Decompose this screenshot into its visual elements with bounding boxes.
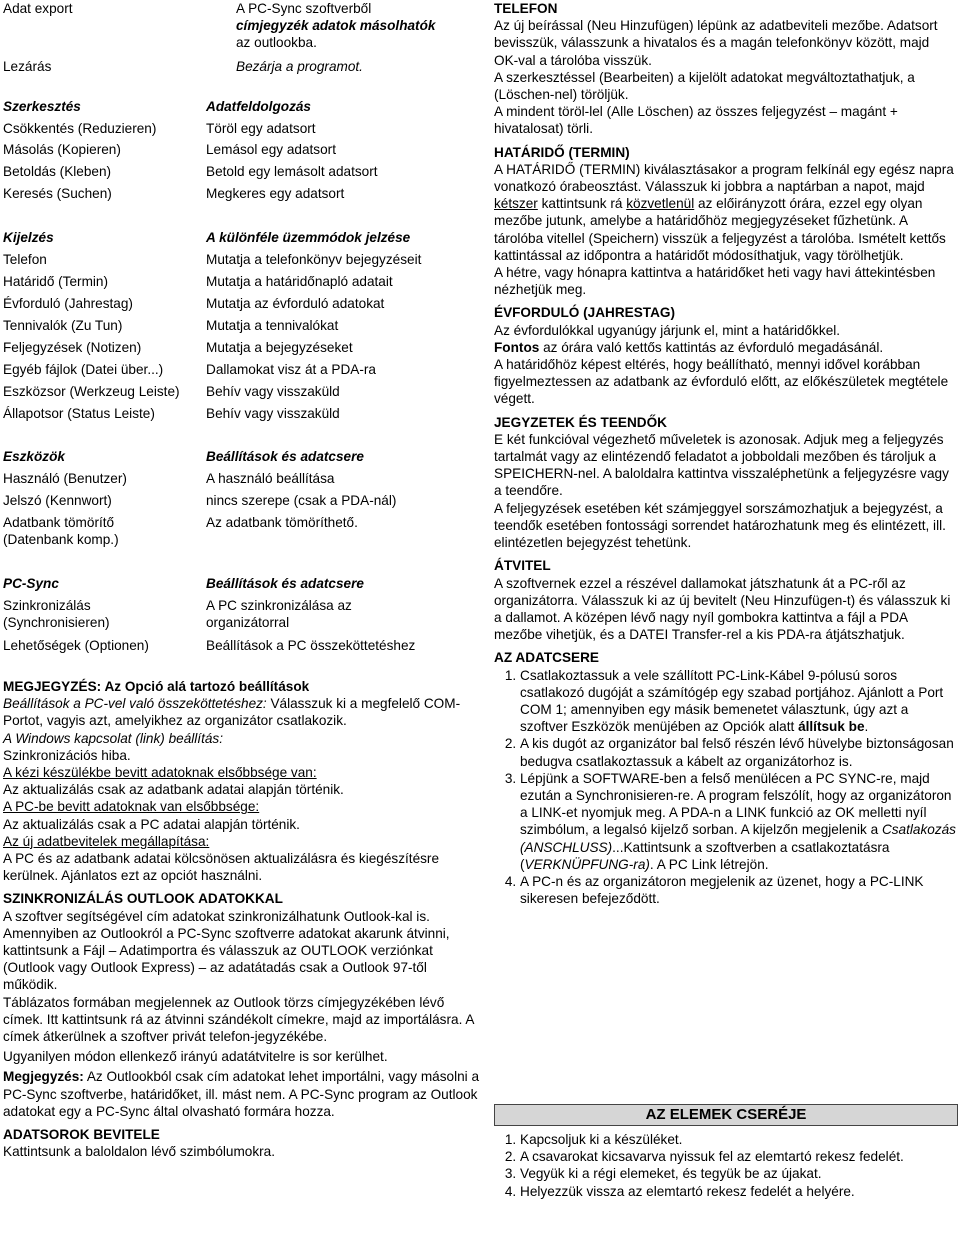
jegyzetek-heading: JEGYZETEK ÉS TEENDŐK: [494, 414, 667, 430]
note-text: Szinkronizációs hiba.: [3, 747, 131, 763]
note-text: A PC és az adatbank adatai kölcsönösen aktualizálásra és kiegészítésre kerülnek. Ajánlatos ezt az opciót használni.: [3, 851, 440, 884]
s2-row-label: Határidő (Termin): [3, 274, 108, 289]
note-text: Az aktualizálás csak a PC adatai alapján történik.: [3, 816, 300, 832]
s2-row-desc: Mutatja a határidőnapló adatait: [206, 274, 393, 289]
note-block: [3, 678, 483, 1160]
telefon-paragraph: Az új beírással (Neu Hinzufügen) lépünk az adatbeviteli mezőbe. Adatsort bevisszük, válasszunk a hivatalos és a magán telefonkönyv között, majd OK-val a tárolóba visszük.: [494, 18, 938, 68]
sync-heading: SZINKRONIZÁLÁS OUTLOOK ADATOKKAL: [3, 891, 283, 907]
termin-underlined: kétszer: [494, 196, 538, 212]
list-item-text: .: [864, 719, 869, 735]
elemek-heading-box: AZ ELEMEK CSERÉJE: [494, 1104, 958, 1126]
note-italic: Beállítások a PC-vel való összeköttetéshez:: [3, 696, 267, 712]
note-underlined: A kézi készülékbe bevitt adatoknak elsőbbsége van:: [3, 765, 317, 781]
sync-note-text: Az Outlookból csak cím adatokat lehet importálni, vagy másolni a PC-Sync szoftverbe, határidőket, ill. mást nem. A PC-Sync program az Outlook adatokat egy a PC-Sync által olvasható formára hozza.: [3, 1069, 480, 1119]
jahrestag-heading: ÉVFORDULÓ (JAHRESTAG): [494, 305, 675, 321]
list-item: 4. Helyezzük vissza az elemtartó rekesz fedelét a helyére.: [520, 1183, 956, 1200]
list-item: [520, 873, 956, 907]
section-title-eszkozok: Eszközök: [3, 449, 65, 464]
list-item: 2. A csavarokat kicsavarva nyissuk fel az elemtartó rekesz fedelét.: [520, 1148, 956, 1165]
jegyzetek-paragraph: A feljegyzések esetében két számjeggyel sorszámozhatjuk a bejegyzést, a teendők esetében fontossági sorrendet határozhatunk meg és elintézett, ill. elintézetlen bejegyzést tehetünk.: [494, 500, 946, 551]
sync-paragraph: Táblázatos formában megjelennek az Outlook törzs címjegyzékében lévő címek. Itt kattintsunk rá az átvinni szándékolt címekre, majd az importálásra. A címek átkerülnek a szoftver privát telefon-jegyzékébe.: [3, 994, 474, 1045]
sync-paragraph: A szoftver segítségével cím adatokat szinkronizálhatunk Outlook-kal is. Amennyiben az Outlookról a PC-Sync szoftverre adatokat akarunk átvinni, kattintsunk a Fájl – Adatimportra és válasszuk az OUTLOOK verziónkat (Outlook vagy Outlook Express) – az adatátadás csak a Outlook 97-től működik.: [3, 908, 450, 993]
s1-row-label: Csökkentés (Reduzieren): [3, 121, 157, 136]
s3-row-label: Adatbank tömörítő: [3, 515, 115, 530]
s2-row-desc: Behív vagy visszaküld: [206, 384, 340, 399]
telefon-heading: TELEFON: [494, 1, 558, 16]
desc-adat-export-3: az outlookba.: [236, 35, 317, 50]
s4-row-label: Szinkronizálás: [3, 598, 91, 613]
s1-row-desc: Töröl egy adatsort: [206, 121, 316, 136]
desc-adat-export-1: A PC-Sync szoftverből: [236, 1, 372, 16]
right-column: [494, 0, 956, 907]
section-title-kijelzes: Kijelzés: [3, 230, 54, 245]
s2-row-desc: Mutatja a bejegyzéseket: [206, 340, 353, 355]
s2-row-desc: Mutatja az évforduló adatokat: [206, 296, 385, 311]
note-paragraph: [3, 695, 483, 729]
s3-row-desc: A használó beállítása: [206, 471, 335, 486]
list-item-text: A kis dugót az organizátor bal felső részén lévő hüvelybe biztonságosan bedugva csatlakoztassuk a kábelt az organizátorhoz is.: [520, 736, 954, 769]
section-title-beallitasok-2: Beállítások és adatcsere: [206, 576, 364, 591]
note-text: Válasszuk ki a megfelelő COM-Portot, vagyis azt, amelyikhez az organizátor csatlakozik.: [3, 696, 461, 729]
sync-paragraph: Ugyanilyen módon ellenkező irányú adatátvitelre is sor kerülhet.: [3, 1049, 388, 1065]
section-title-adatfeldolgozas: Adatfeldolgozás: [206, 99, 311, 114]
telefon-paragraph: A szerkesztéssel (Bearbeiten) a kijelölt adatokat megváltoztathatjuk, a (Löschen-nel) töröljük.: [494, 69, 915, 103]
s2-row-label: Egyéb fájlok (Datei über...): [3, 362, 164, 377]
note-italic: A Windows kapcsolat (link) beállítás:: [3, 730, 223, 746]
termin-text: A HATÁRIDŐ (TERMIN) kiválasztásakor a program felkínál egy egész napra vonatkozó órabeosztást. Válasszuk ki jobbra a naptárban a napot, majd: [494, 161, 954, 195]
list-item-italic: Csatlakozás (ANSCHLUSS): [520, 822, 956, 855]
symbols-heading: ADATSOROK BEVITELE: [3, 1127, 160, 1143]
s2-row-desc: Mutatja a telefonkönyv bejegyzéseit: [206, 252, 422, 267]
s2-row-label: Állapotsor (Status Leiste): [3, 406, 155, 421]
list-item-text: A PC-n és az organizátoron megjelenik az üzenet, hogy a PC-LINK sikeresen befejeződött.: [520, 873, 924, 907]
jegyzetek-paragraph: E két funkcióval végezhető műveletek is azonosak. Adjuk meg a feljegyzés tartalmát vagy az elintézendő feladatot a jobboldali mezőben és tároljuk a SPEICHERN-nel. A baloldalra kattintva visszaléphetünk a feljegyzésre vagy a teendőre.: [494, 431, 949, 499]
s2-row-desc: Dallamokat visz át a PDA-ra: [206, 362, 376, 377]
menu-item-lezaras: Lezárás: [3, 59, 52, 74]
adatcsere-heading: AZ ADATCSERE: [494, 650, 599, 666]
list-item-text: Csatlakoztassuk a vele szállított PC-Link-Kábel 9-pólusú soros csatlakozó dugóját a számítógép egy szabad portjához. Ajánlott a Port COM 1; amennyiben egy másik bemenetet választunk, úgy azt a szoftver Eszközök menüjében az Opciók alatt: [520, 667, 944, 735]
menu-item-adat-export: Adat export: [3, 1, 73, 16]
jahrestag-paragraph: A határidőhöz képest eltérés, hogy beállítható, mennyi idővel korábban figyelmeztessen az adatbank az évforduló előtt, az előkészületek megtétele végett.: [494, 357, 949, 407]
list-item-text: Lépjünk a SOFTWARE-ben a felső menülécen a PC SYNC-re, majd ezután a Synchronisieren-re. A program felszólít, hogy az organizátoron a LINK-et nyomjuk meg. A PDA-n a LINK funkció az OK melletti nyíl szimbólum, a legalsó kijelző sorban. A kijelzőn megjelenik a: [520, 770, 952, 838]
termin-text: kattintsunk rá: [537, 196, 627, 212]
s2-row-desc: Behív vagy visszaküld: [206, 406, 340, 421]
s1-row-desc: Lemásol egy adatsort: [206, 142, 336, 157]
s2-row-label: Eszközsor (Werkzeug Leiste): [3, 384, 180, 399]
s3-row-label: (Datenbank komp.): [3, 532, 119, 547]
list-item-bold: állítsuk be: [798, 719, 865, 735]
s4-row-desc: A PC szinkronizálása az: [206, 598, 352, 613]
list-item-italic: VERKNÜPFUNG-ra): [524, 856, 650, 872]
section-title-pc-sync: PC-Sync: [3, 576, 59, 591]
termin-heading: HATÁRIDŐ (TERMIN): [494, 144, 630, 160]
s3-row-label: Jelszó (Kennwort): [3, 493, 112, 508]
elemek-list: [494, 1131, 956, 1200]
list-item-text: ...Kattintsunk a szoftverben a csatlakoztatásra (: [520, 839, 890, 872]
termin-paragraph: [494, 161, 956, 264]
s2-row-desc: Mutatja a tennivalókat: [206, 318, 339, 333]
jahrestag-bold: Fontos: [494, 339, 540, 355]
list-item: [520, 770, 956, 873]
list-item: [520, 667, 956, 736]
list-item: [520, 735, 956, 769]
s4-row-desc: Beállítások a PC összeköttetéshez: [206, 638, 416, 653]
s1-row-label: Betoldás (Kleben): [3, 164, 112, 179]
sync-note-label: Megjegyzés:: [3, 1069, 84, 1085]
s3-row-desc: Az adatbank tömöríthető.: [206, 515, 358, 530]
desc-adat-export-2: címjegyzék adatok másolhatók: [236, 18, 436, 33]
note-text: Az aktualizálás csak az adatbank adatai alapján történik.: [3, 782, 344, 798]
s4-row-label: Lehetőségek (Optionen): [3, 638, 149, 653]
s2-row-label: Telefon: [3, 252, 47, 267]
s1-row-desc: Betold egy lemásolt adatsort: [206, 164, 378, 179]
section-title-beallitasok: Beállítások és adatcsere: [206, 449, 364, 464]
termin-underlined: közvetlenül: [626, 196, 695, 212]
section-title-uzemmodok: A különféle üzemmódok jelzése: [206, 230, 411, 245]
s4-row-label: (Synchronisieren): [3, 615, 110, 630]
atvitel-paragraph: A szoftvernek ezzel a részével dallamokat játszhatunk át a PC-ről az organizátorra. Válasszuk ki az új bevitelt (Neu Hinzufügen-t) és válasszuk ki a dallamot. A középen lévő nagy nyíl gombokra kattintva a fájl a PDA mezőbe vihetjük, és a DATEI Transfer-rel a kis PDA-ra átjátszhatjuk.: [494, 575, 951, 643]
elemek-section: [494, 1131, 956, 1200]
jahrestag-paragraph: Az évfordulókkal ugyanúgy járjunk el, mint a határidőkkel.: [494, 322, 841, 338]
jahrestag-paragraph: [494, 339, 956, 356]
s2-row-label: Évforduló (Jahrestag): [3, 296, 133, 311]
adatcsere-list: [494, 667, 956, 908]
s1-row-desc: Megkeres egy adatsort: [206, 186, 345, 201]
sync-note: [3, 1068, 483, 1120]
note-heading: MEGJEGYZÉS: Az Opció alá tartozó beállítások: [3, 679, 310, 694]
s3-row-label: Használó (Benutzer): [3, 471, 127, 486]
telefon-paragraph: A mindent töröl-lel (Alle Löschen) az összes feljegyzést – magánt + hivatalosat) törli.: [494, 104, 898, 137]
section-title-szerkesztes: Szerkesztés: [3, 99, 81, 114]
desc-lezaras: Bezárja a programot.: [236, 59, 363, 74]
s1-row-label: Másolás (Kopieren): [3, 142, 121, 157]
note-underlined: A PC-be bevitt adatoknak van elsőbbsége:: [3, 799, 260, 815]
s2-row-label: Feljegyzések (Notizen): [3, 340, 142, 355]
symbols-paragraph: Kattintsunk a baloldalon lévő szimbólumokra.: [3, 1144, 276, 1160]
jahrestag-text: az órára való kettős kattintás az évforduló megadásánál.: [539, 339, 884, 355]
list-item: 1. Kapcsoljuk ki a készüléket.: [520, 1131, 956, 1148]
atvitel-heading: ÁTVITEL: [494, 558, 551, 574]
list-item-text: . A PC Link létrejön.: [649, 856, 769, 872]
s4-row-desc: organizátorral: [206, 615, 290, 630]
s3-row-desc: nincs szerepe (csak a PDA-nál): [206, 493, 397, 508]
list-item: 3. Vegyük ki a régi elemeket, és tegyük be az újakat.: [520, 1165, 956, 1182]
s1-row-label: Keresés (Suchen): [3, 186, 112, 201]
termin-paragraph: A hétre, vagy hónapra kattintva a határidőket heti vagy havi áttekintésben nézhetjük meg.: [494, 265, 936, 298]
termin-text: az előirányzott órára, ezzel egy olyan mezőbe jutunk, amelybe a határidőhöz megjegyzéseket fűzhetünk. A tárolóba vitellel (Speichern) visszük a feljegyzést a tárolóba. Ismételt kettős kattintással az időpontra a határidőt módosíthatjuk, vagy törölhetjük.: [494, 196, 946, 263]
note-underlined: Az új adatbevitelek megállapítása:: [3, 833, 210, 849]
s2-row-label: Tennivalók (Zu Tun): [3, 318, 123, 333]
